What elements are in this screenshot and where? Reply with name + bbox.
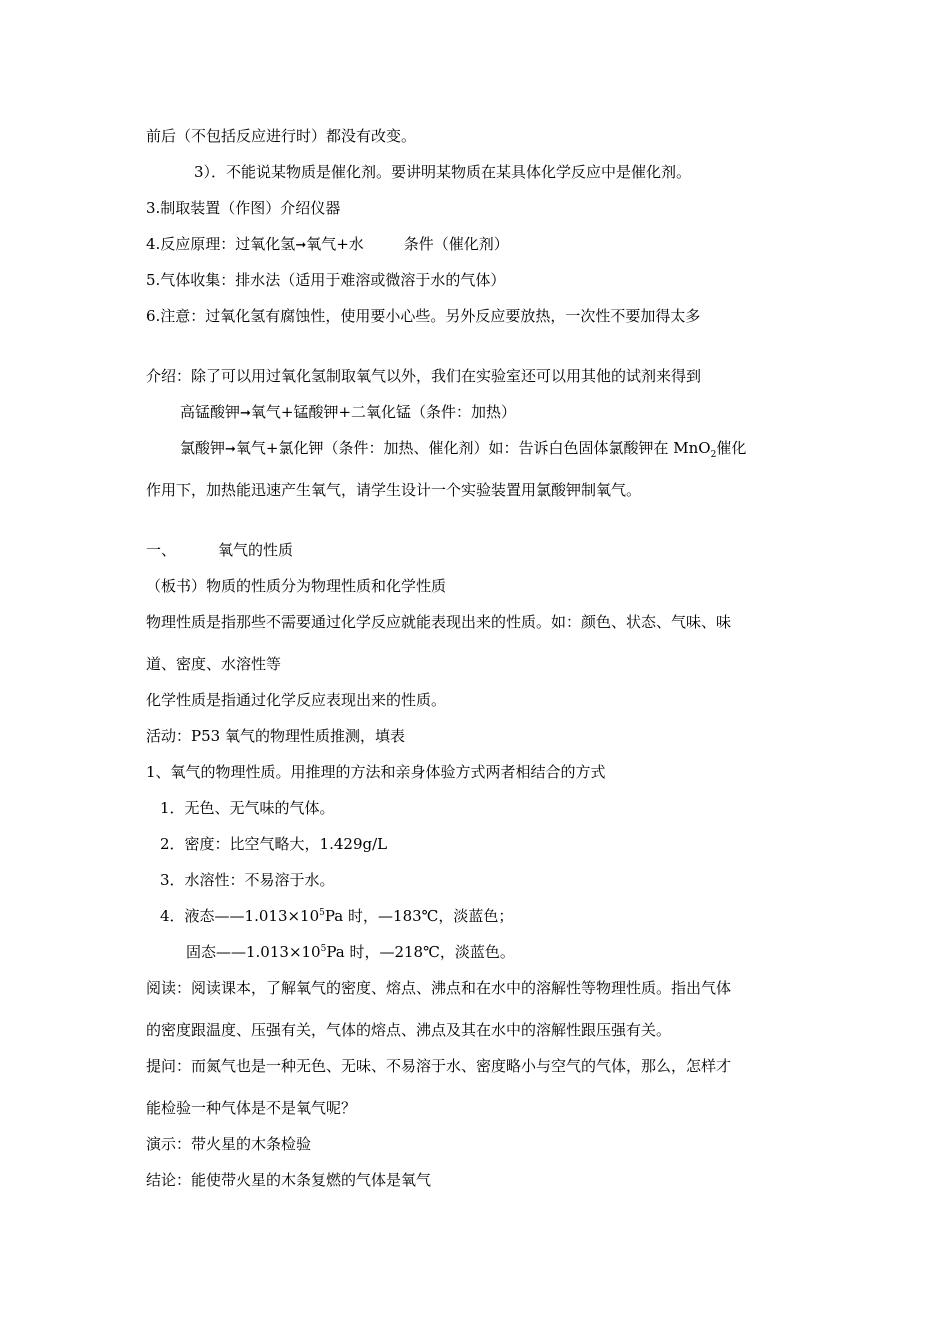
text-segment: 催化 [716,439,747,457]
text-line [180,402,516,424]
text-segment: 氧气+锰酸钾+二氧化锰（条件：加热） [250,403,517,421]
right-arrow-icon: ➞ [295,238,307,253]
text-segment: Pa 时，—218℃，淡蓝色。 [326,943,515,961]
list-item: 1．无色、无气味的气体。 [160,799,335,817]
right-arrow-icon: ➞ [240,406,251,421]
text-line: 道、密度、水溶性等 [146,655,282,673]
text-line: 化学性质是指通过化学反应表现出来的性质。 [146,691,447,709]
text-line: 的密度跟温度、压强有关，气体的熔点、沸点及其在水中的溶解性跟压强有关。 [146,1021,672,1039]
superscript: 5 [320,944,327,954]
text-line: 结论：能使带火星的木条复燃的气体是氧气 [146,1171,432,1189]
text-line: 6.注意：过氧化氢有腐蚀性，使用要小心些。另外反应要放热，一次性不要加得太多 [146,307,701,325]
text-line: 1、氧气的物理性质。用推理的方法和亲身体验方式两者相结合的方式 [146,763,606,781]
text-line: 3.制取装置（作图）介绍仪器 [146,199,341,217]
list-item [160,906,513,926]
text-segment: 固态——1.013×10 [186,943,321,961]
list-item [186,942,515,962]
text-segment: 氧气+水 [306,235,364,253]
list-item: 3．水溶性：不易溶于水。 [160,871,335,889]
text-segment: 高锰酸钾 [180,403,241,421]
section-title: 氧气的性质 [218,541,294,559]
right-arrow-icon: ➞ [225,442,236,457]
text-segment: 4．液态——1.013×10 [160,907,320,925]
subscript: 2 [710,450,717,460]
text-segment: 氧气+氯化钾（条件：加热、催化剂）如：告诉白色固体氯酸钾在 MnO [235,439,711,457]
text-line [180,438,746,460]
text-segment: Pa 时，—183℃，淡蓝色； [324,907,514,925]
text-line: 介绍：除了可以用过氧化氢制取氧气以外，我们在实验室还可以用其他的试剂来得到 [146,367,702,385]
text-line: 阅读：阅读课本，了解氧气的密度、熔点、沸点和在水中的溶解性等物理性质。指出气体 [146,979,732,997]
text-line: 提问：而氮气也是一种无色、无味、不易溶于水、密度略小与空气的气体，那么，怎样才 [146,1057,732,1075]
text-segment: 4.反应原理：过氧化氢 [146,235,296,253]
text-line [146,234,509,256]
text-line: 物理性质是指那些不需要通过化学反应就能表现出来的性质。如：颜色、状态、气味、味 [146,613,732,631]
text-line: 3）．不能说某物质是催化剂。要讲明某物质在某具体化学反应中是催化剂。 [194,163,692,181]
text-line: 前后（不包括反应进行时）都没有改变。 [146,127,417,145]
section-number: 一、 [146,541,177,559]
text-line: 演示：带火星的木条检验 [146,1135,312,1153]
text-line: 能检验一种气体是不是氧气呢？ [146,1099,357,1117]
text-line: 活动：P53 氧气的物理性质推测，填表 [146,727,405,745]
text-segment: 氯酸钾 [180,439,226,457]
text-line: 作用下，加热能迅速产生氧气，请学生设计一个实验装置用氯酸钾制氧气。 [146,481,642,499]
text-line: 5.气体收集：排水法（适用于难溶或微溶于水的气体） [146,271,506,289]
list-item: 2．密度：比空气略大，1.429g/L [160,835,388,853]
section-heading [146,540,293,560]
text-line: （板书）物质的性质分为物理性质和化学性质 [146,577,447,595]
superscript: 5 [319,908,325,918]
text-segment: 条件（催化剂） [403,235,509,253]
